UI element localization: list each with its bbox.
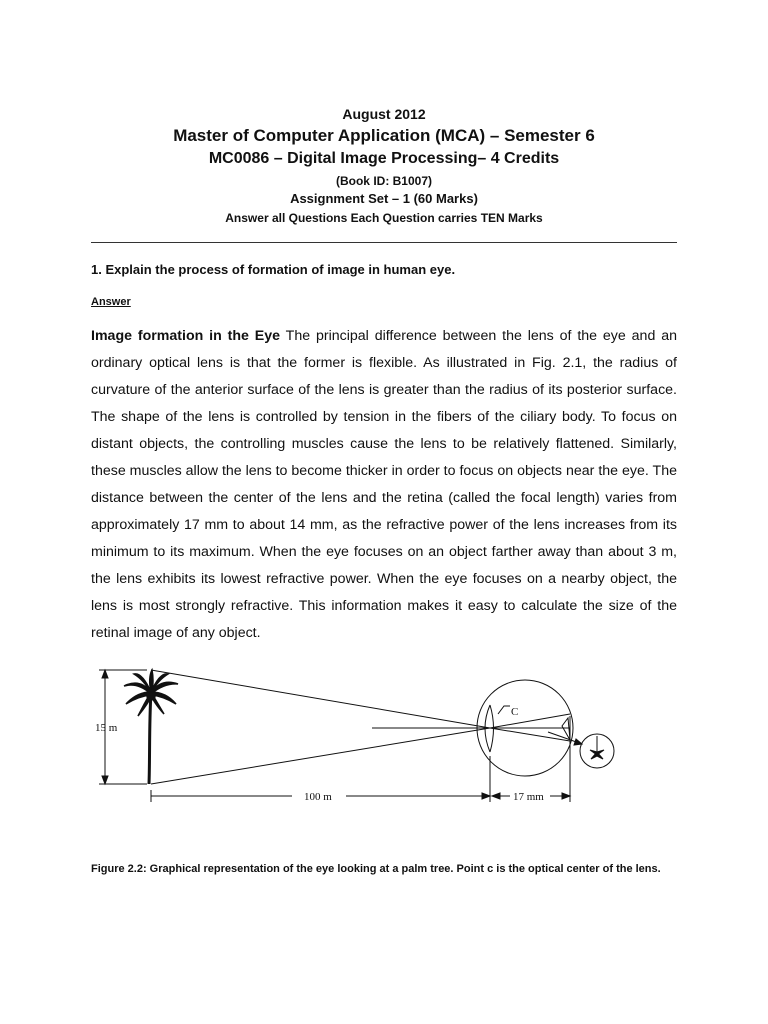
focal-length-label: 17 mm — [513, 791, 544, 803]
answer-label: Answer — [91, 296, 131, 308]
question-heading: 1. Explain the process of formation of image in human eye. — [91, 262, 456, 277]
answer-lead: Image formation in the Eye — [91, 328, 281, 344]
figure-caption: Figure 2.2: Graphical representation of the eye looking at a palm tree. Point c is the optical center of the lens. — [91, 863, 661, 875]
book-id: (Book ID: B1007) — [335, 174, 433, 188]
optical-center-label: C — [511, 706, 519, 718]
distance-label: 100 m — [304, 791, 332, 803]
instructions: Answer all Questions Each Question carries TEN Marks — [225, 211, 543, 225]
answer-body: The principal difference between the lens of the eye and an ordinary optical lens is that the former is flexible. As illustrated in Fig. 2.1, the radius of curvature of the anterior surface of the lens is greater than the radius of its posterior surface. The shape of the lens is controlled by tension in the fibers of the ciliary body. To focus on distant objects, the controlling muscles cause the lens to be relatively flattened. Similarly, these muscles allow the lens to become thicker in order to focus on objects near the eye. The distance between the center of the lens and the retina (called the focal length) varies from approximately 17 mm to about 14 mm, as the refractive power of the lens increases from its minimum to its maximum. When the eye focuses on an object farther away than about 3 m, the lens exhibits its lowest refractive power. When the eye focuses on a nearby object, the lens is most strongly refractive. This information makes it easy to calculate the size of the retinal image of any object. — [91, 328, 677, 641]
header-divider — [91, 242, 677, 243]
assignment-set: Assignment Set – 1 (60 Marks) — [290, 191, 478, 206]
light-rays — [151, 670, 570, 784]
course-title: MC0086 – Digital Image Processing– 4 Credits — [208, 150, 560, 167]
document-date: August 2012 — [342, 106, 426, 122]
height-label: 15 m — [95, 722, 118, 734]
eye-palm-tree-figure — [92, 656, 632, 816]
answer-paragraph — [91, 323, 677, 647]
palm-tree — [124, 670, 178, 784]
program-title: Master of Computer Application (MCA) – Semester 6 — [173, 126, 595, 145]
distance-dimension — [151, 716, 570, 802]
